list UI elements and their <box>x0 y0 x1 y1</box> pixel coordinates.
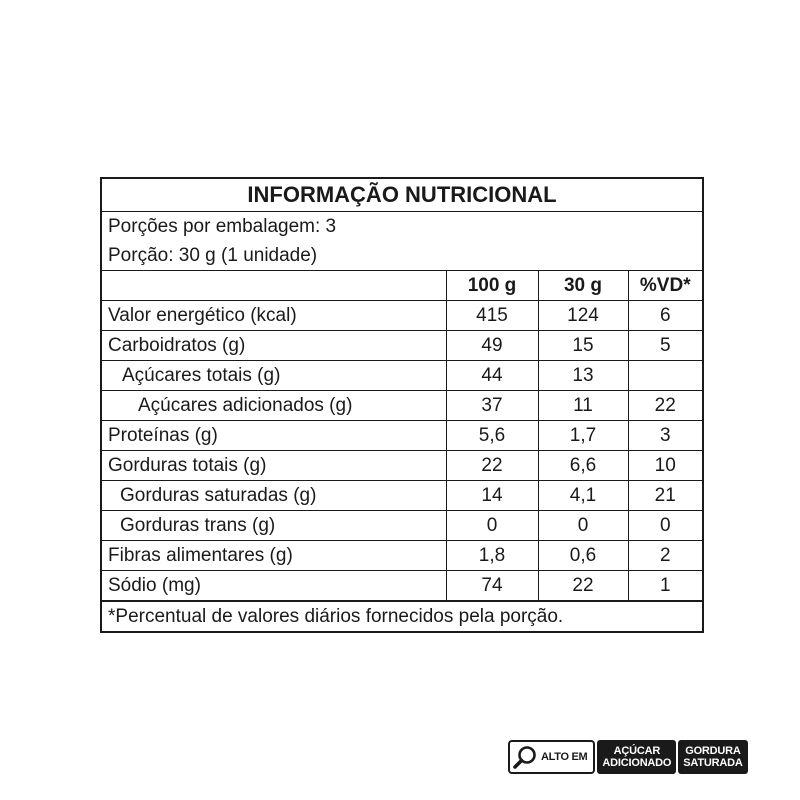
nutrient-label: Açúcares totais (g) <box>102 361 446 391</box>
value-30g: 0 <box>538 511 628 541</box>
header-100g: 100 g <box>446 271 538 301</box>
header-30g: 30 g <box>538 271 628 301</box>
value-100g: 415 <box>446 301 538 331</box>
table-title: INFORMAÇÃO NUTRICIONAL <box>102 179 702 212</box>
warning-line: AÇÚCAR <box>613 745 661 757</box>
nutrient-label: Fibras alimentares (g) <box>102 541 446 571</box>
table-row <box>102 301 702 331</box>
value-30g: 11 <box>538 391 628 421</box>
value-30g: 1,7 <box>538 421 628 451</box>
warning-lead-label: ALTO EM <box>541 751 588 763</box>
warning-saturated-fat <box>678 740 747 774</box>
value-vd: 10 <box>628 451 702 481</box>
value-vd: 21 <box>628 481 702 511</box>
table-row <box>102 511 702 541</box>
warning-line: ADICIONADO <box>602 757 672 769</box>
warning-line: GORDURA <box>685 745 741 757</box>
value-30g: 13 <box>538 361 628 391</box>
nutrient-label: Açúcares adicionados (g) <box>102 391 446 421</box>
servings-per-package: Porções por embalagem: 3 <box>108 216 337 237</box>
nutrient-label: Gorduras trans (g) <box>102 511 446 541</box>
value-vd: 1 <box>628 571 702 601</box>
value-vd: 2 <box>628 541 702 571</box>
value-vd <box>628 361 702 391</box>
warning-added-sugar <box>597 740 676 774</box>
serving-size: Porção: 30 g (1 unidade) <box>102 241 702 271</box>
value-30g: 15 <box>538 331 628 361</box>
value-30g: 22 <box>538 571 628 601</box>
header-blank <box>102 271 446 301</box>
value-30g: 4,1 <box>538 481 628 511</box>
value-vd: 3 <box>628 421 702 451</box>
value-vd: 6 <box>628 301 702 331</box>
warning-lead <box>508 740 595 774</box>
value-100g: 74 <box>446 571 538 601</box>
value-100g: 1,8 <box>446 541 538 571</box>
value-100g: 22 <box>446 451 538 481</box>
header-row <box>102 271 702 301</box>
value-100g: 37 <box>446 391 538 421</box>
nutrition-facts-table <box>100 177 704 633</box>
table-row <box>102 571 702 601</box>
value-30g: 0,6 <box>538 541 628 571</box>
footnote: *Percentual de valores diários fornecidos pela porção. <box>102 601 702 631</box>
table-row <box>102 481 702 511</box>
nutrient-label: Gorduras totais (g) <box>102 451 446 481</box>
value-100g: 5,6 <box>446 421 538 451</box>
magnifier-icon <box>512 744 538 770</box>
nutrient-label: Valor energético (kcal) <box>102 301 446 331</box>
warning-line: SATURADA <box>683 757 743 769</box>
header-vd: %VD* <box>628 271 702 301</box>
value-100g: 0 <box>446 511 538 541</box>
value-30g: 124 <box>538 301 628 331</box>
table-row <box>102 391 702 421</box>
table-row <box>102 421 702 451</box>
value-100g: 14 <box>446 481 538 511</box>
value-30g: 6,6 <box>538 451 628 481</box>
value-vd: 5 <box>628 331 702 361</box>
nutrient-label: Sódio (mg) <box>102 571 446 601</box>
value-100g: 44 <box>446 361 538 391</box>
table-row <box>102 331 702 361</box>
nutrient-grid <box>102 271 702 601</box>
value-100g: 49 <box>446 331 538 361</box>
table-row <box>102 361 702 391</box>
nutrient-label: Proteínas (g) <box>102 421 446 451</box>
nutrient-label: Carboidratos (g) <box>102 331 446 361</box>
nutrient-label: Gorduras saturadas (g) <box>102 481 446 511</box>
value-vd: 0 <box>628 511 702 541</box>
front-warning-label <box>508 737 748 777</box>
value-vd: 22 <box>628 391 702 421</box>
table-row <box>102 541 702 571</box>
table-row <box>102 451 702 481</box>
